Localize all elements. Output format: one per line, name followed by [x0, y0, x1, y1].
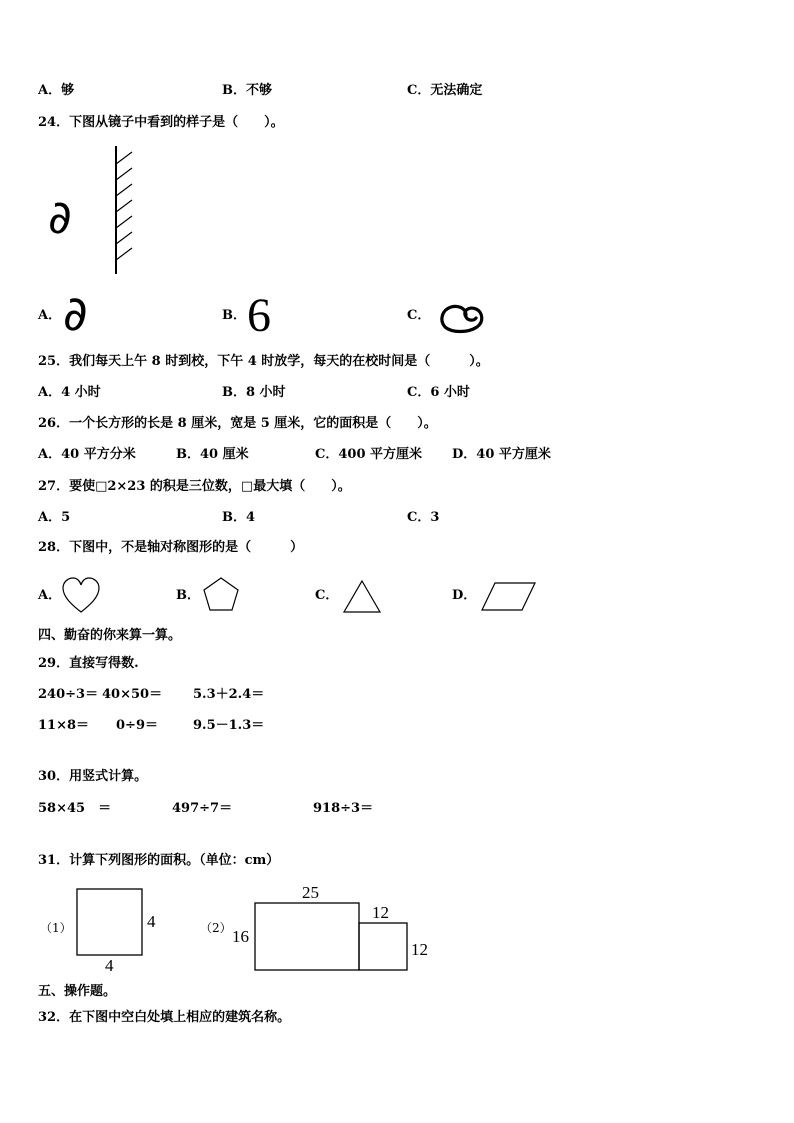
q31-fig2-small-top: 12 [372, 903, 389, 922]
pentagon-icon [202, 577, 240, 613]
q29-question: 29．直接写得数. [38, 656, 139, 671]
q29-r1-c3: 5.3＋2.4＝ [193, 687, 265, 702]
q28-option-d-label: D． [452, 588, 477, 603]
square-figure [76, 888, 144, 956]
q25-question: 25．我们每天上午 8 时到校，下午 4 时放学，每天的在校时间是（ ）。 [38, 354, 489, 369]
q26-option-b: B．40 厘米 [176, 447, 249, 462]
q28-option-c-label: C． [315, 588, 339, 603]
section4-title: 四、勤奋的你来算一算。 [38, 628, 182, 643]
q24-option-b-glyph: 6 [247, 289, 271, 342]
q29-r1-c2: 40×50＝ [102, 687, 163, 702]
q31-fig1-side-bottom: 4 [105, 956, 114, 975]
q29-r1-c1: 240÷3＝ [38, 687, 99, 702]
q31-fig2-label: （2） [200, 921, 232, 935]
parallelogram-icon [481, 582, 537, 612]
q23-option-a: A．够 [38, 83, 75, 98]
q29-r2-c1: 11×8＝ [38, 718, 90, 733]
q24-option-c-label: C． [407, 308, 431, 323]
q31-fig2-left: 16 [232, 927, 249, 946]
q24-option-a-glyph: ∂ [63, 286, 88, 342]
q30-question: 30．用竖式计算。 [38, 769, 148, 784]
q27-question: 27．要使□2×23 的积是三位数，□最大填（ ）。 [38, 479, 351, 494]
triangle-icon [342, 580, 382, 614]
q25-option-b: B．8 小时 [222, 385, 286, 400]
rotated-glyph-icon [436, 302, 486, 334]
q27-option-c: C．3 [407, 510, 440, 525]
q23-option-c: C．无法确定 [407, 83, 483, 98]
q27-option-b: B．4 [222, 510, 256, 525]
q25-option-a: A．4 小时 [38, 385, 101, 400]
q28-option-a-label: A． [38, 588, 62, 603]
q25-option-c: C．6 小时 [407, 385, 470, 400]
q31-fig1-label: （1） [40, 921, 72, 935]
q26-option-a: A．40 平方分米 [38, 447, 136, 462]
q23-option-b: B．不够 [222, 83, 272, 98]
q26-option-c: C．400 平方厘米 [315, 447, 423, 462]
q24-option-a-label: A． [38, 308, 62, 323]
q29-r2-c2: 0÷9＝ [116, 718, 158, 733]
q24-figure-glyph: ∂ [48, 190, 72, 244]
q26-option-d: D．40 平方厘米 [452, 447, 551, 462]
q24-question: 24．下图从镜子中看到的样子是（ ）。 [38, 115, 284, 130]
q28-option-b-label: B． [176, 588, 200, 603]
q31-question: 31．计算下列图形的面积。（单位：cm） [38, 853, 280, 868]
q28-question: 28．下图中，不是轴对称图形的是（ ） [38, 540, 304, 555]
mirror-icon [110, 146, 136, 276]
q31-fig1-side-right: 4 [147, 912, 156, 931]
heart-icon [62, 578, 100, 614]
q31-fig2-small-right: 12 [411, 940, 428, 959]
q32-question: 32．在下图中空白处填上相应的建筑名称。 [38, 1010, 291, 1025]
q30-item-2: 497÷7＝ [172, 801, 233, 816]
q24-option-b-label: B． [222, 308, 246, 323]
q26-question: 26．一个长方形的长是 8 厘米，宽是 5 厘米，它的面积是（ ）。 [38, 416, 437, 431]
q27-option-a: A．5 [38, 510, 71, 525]
q30-item-1: 58×45 ＝ [38, 801, 112, 816]
q31-fig2-top: 25 [302, 883, 319, 902]
section5-title: 五、操作题。 [38, 984, 117, 999]
q29-r2-c3: 9.5－1.3＝ [193, 718, 265, 733]
q30-item-3: 918÷3＝ [313, 801, 374, 816]
